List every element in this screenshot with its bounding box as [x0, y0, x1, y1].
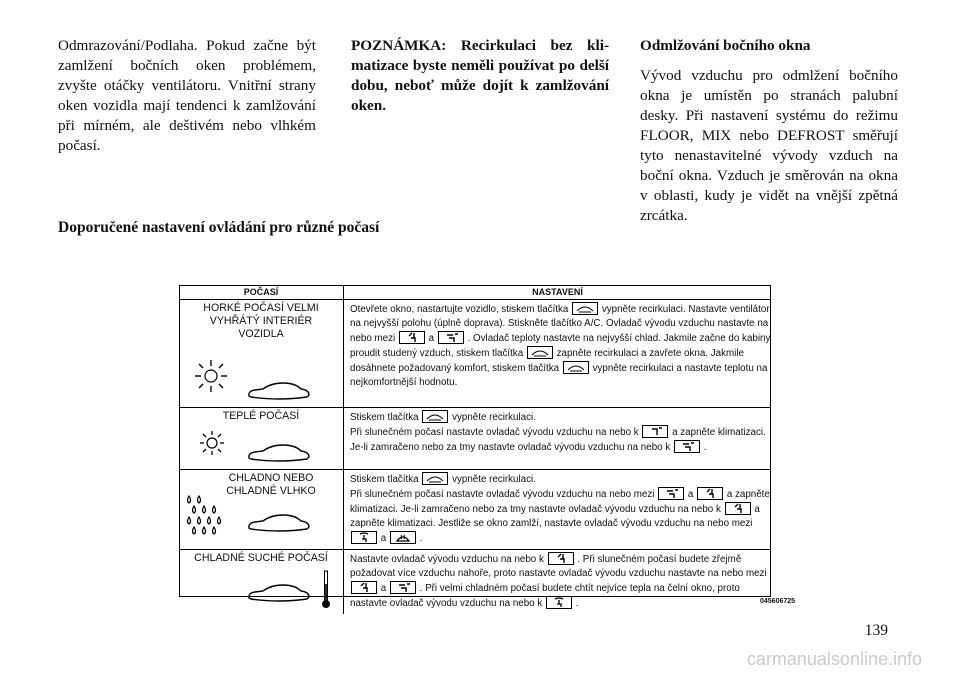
mix-mode-icon [351, 531, 377, 544]
thermometer-icon [321, 570, 331, 610]
recirculation-icon [572, 302, 598, 315]
condition-cold-dry [179, 550, 344, 615]
table-row-hot [179, 300, 771, 408]
recirculation-icon [527, 346, 553, 359]
floor-mode-icon [351, 581, 377, 594]
panel-mode-icon [642, 425, 668, 438]
floor-mode-icon [697, 487, 723, 500]
condition-hot [179, 300, 344, 408]
settings-cold-dry: Nastavte ovladač vývodu vzduchu na nebo k . Při slunečném počasí budete zřejmě požadovat více vzduchu nahoře, proto nastavte ovladač vývodu vzduchu nastavte na nebo mezi a . Při velmi chladném počasí budete chtít nejvíce tepla na čelní okno, proto nastavte ovladač vývodu vzduchu na nebo k . [350, 554, 767, 609]
floor-mode-icon [548, 552, 574, 565]
settings-warm: Stiskem tlačítka vypněte recirkulaci. Při slunečném počasí nastavte ovladač vývodu vzduchu na nebo k a zapněte klimatizaci. Je-li zamračeno nebo za tmy nastavte ovladač vývodu vzduchu na nebo k . [344, 408, 772, 470]
bi-level-mode-icon [658, 487, 684, 500]
bi-level-mode-icon [674, 440, 700, 453]
bi-level-mode-icon [390, 581, 416, 594]
note-column [351, 36, 609, 126]
car-icon [245, 380, 313, 402]
table-row-warm [179, 408, 771, 470]
table-row-cold-dry [179, 550, 771, 615]
weather-settings-table [179, 285, 771, 614]
condition-label: HORKÉ POČASÍ VELMI VYHŘÁTÝ INTERIÉR VOZIDLA [203, 302, 319, 340]
condition-label: CHLADNÉ SUCHÉ POČASÍ [194, 552, 328, 564]
car-icon [245, 442, 313, 464]
condition-cool [179, 470, 344, 550]
car-icon [245, 582, 313, 604]
condition-warm [179, 408, 344, 470]
floor-mode-icon [399, 331, 425, 344]
recirculation-note: POZNÁMKA: Recirkulaci bez klimatizace byste neměli používat po delší dobu, neboť může dojít k zamlžování oken. [351, 37, 609, 114]
settings-hot: Otevřete okno, nastartujte vozidlo, stiskem tlačítka vypněte recirkulaci. Nastavte ventilátor na nejvyšší polohu (úplně doprava). Stiskněte tlačítko A/C. Ovladač vývodu vzduchu nastavte na nebo mezi a . Ovladač teploty nastavte na nejvyšší chlad. Jakmile začne do kabiny proudit studený vzduch, stiskem tlačítka zapněte recirkulaci a zavřete okna. Jakmile dosáhnete požadovaný komfort, stiskem tlačítka vypněte recirkulaci a nastavte teplotu na nejkomfortnější hodnotu. [344, 300, 772, 408]
recirculation-icon [422, 472, 448, 485]
condition-label: CHLADNO NEBO CHLADNÉ VLHKO [226, 472, 316, 497]
header-weather: POČASÍ [179, 285, 344, 300]
defrost-floor-paragraph: Odmrazování/Podlaha. Pokud začne být zamlžení bočních oken problémem, zvyšte otáčky ventilátoru. Vnitřní strany oken vozidla mají tendenci k zamlžování při mírném, ale deštivém nebo vlhkém počasí. [58, 37, 316, 154]
car-icon [245, 512, 313, 534]
recirculation-icon [563, 361, 589, 374]
raindrops-icon [185, 492, 227, 538]
side-window-demist-column [640, 36, 898, 236]
settings-cool: Stiskem tlačítka vypněte recirkulaci. Při slunečném počasí nastavte ovladač vývodu vzduchu na nebo mezi a a zapněte klimatizaci. Je-li zamračeno nebo za tmy nastavte ovladač vývodu vzduchu na nebo k a zapněte klimatizaci. Jestliže se okno zamlží, nastavte ovladač vývodu vzduchu na nebo mezi a . [344, 470, 772, 550]
section-heading: Doporučené nastavení ovládání pro různé počasí [58, 219, 380, 236]
header-settings: NASTAVENÍ [344, 285, 772, 300]
table-header-row [179, 285, 771, 300]
mix-mode-icon [546, 596, 572, 609]
watermark: carmanualsonline.info [746, 649, 922, 669]
sun-icon [199, 430, 225, 456]
side-window-demist-body: Vývod vzduchu pro odmlžení bočního okna je umístěn po stranách palubní desky. Při nastavení systému do režimu FLOOR, MIX nebo DEFROST směřují tyto nenastavitelné vývody vzduch na boční okna. Vzduch je směrován na okna v oblasti, kudy je vidět na vnější zpětná zrcátka. [640, 67, 898, 224]
sun-icon [193, 358, 229, 394]
page-number: 139 [864, 622, 888, 639]
figure-code: 045606725 [760, 598, 796, 605]
condition-label: TEPLÉ POČASÍ [222, 410, 300, 422]
side-window-demist-title: Odmlžování bočního okna [640, 37, 811, 54]
left-column-text [58, 36, 316, 166]
table-row-cool [179, 470, 771, 550]
defrost-mode-icon [390, 531, 416, 544]
recirculation-icon [422, 410, 448, 423]
bi-level-mode-icon [438, 331, 464, 344]
floor-mode-icon [725, 502, 751, 515]
